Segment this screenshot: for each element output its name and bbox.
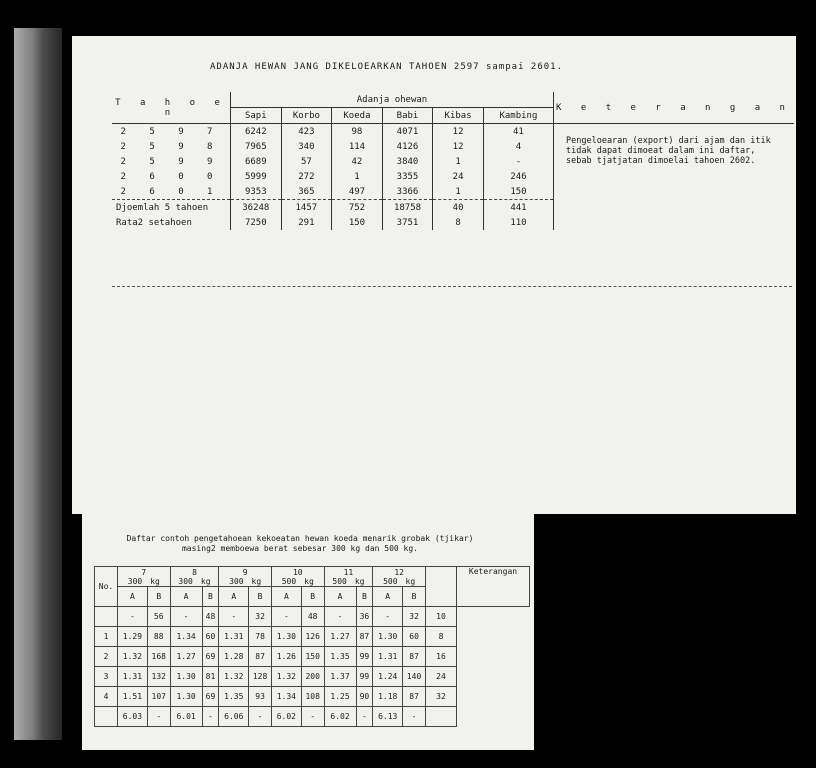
table-cell: 40 xyxy=(433,200,484,216)
table-cell: 36 xyxy=(356,607,373,627)
table-cell: 18758 xyxy=(382,200,433,216)
table-cell: - xyxy=(483,154,553,169)
table2-caption: Daftar contoh pengetahoean kekoeatan hewan koeda menarik grobak (tjikar) masing2 memboewa berat sebesar 300 kg dan 500 kg. xyxy=(126,534,474,553)
row-label: 2 6 0 0 xyxy=(112,169,231,184)
table-cell: 246 xyxy=(483,169,553,184)
table-cell: 98 xyxy=(332,124,383,140)
table-row xyxy=(95,687,530,707)
table-row xyxy=(112,124,794,140)
table-cell: 32 xyxy=(403,607,426,627)
group-header xyxy=(373,567,426,587)
row-label: 2 5 9 9 xyxy=(112,154,231,169)
table-row xyxy=(95,627,530,647)
table-cell: 7965 xyxy=(231,139,282,154)
table-cell: 87 xyxy=(403,687,426,707)
table-cell: 150 xyxy=(332,215,383,230)
table-cell: - xyxy=(249,707,272,727)
table-cell: 93 xyxy=(249,687,272,707)
group-weight: 300 kg xyxy=(229,576,262,586)
table-cell: 497 xyxy=(332,184,383,200)
table-cell: 1 xyxy=(433,154,484,169)
table-cell: 9353 xyxy=(231,184,282,200)
table-cell: 69 xyxy=(202,647,219,667)
table-cell: 4 xyxy=(483,139,553,154)
table-row xyxy=(95,647,530,667)
table-cell: 87 xyxy=(403,647,426,667)
table-cell: - xyxy=(324,607,356,627)
table-cell: 6242 xyxy=(231,124,282,140)
group-header xyxy=(324,567,373,587)
table-cell: 12 xyxy=(433,139,484,154)
table-cell: 1.32 xyxy=(118,647,148,667)
table-cell: 1 xyxy=(433,184,484,200)
extra-cell: 24 xyxy=(426,667,457,687)
sub-header: A xyxy=(373,587,403,607)
table-cell: 1.26 xyxy=(271,647,301,667)
table-cell: 48 xyxy=(202,607,219,627)
group-number: 9 xyxy=(242,567,248,577)
table-cell: 3840 xyxy=(382,154,433,169)
sub-header: A xyxy=(324,587,356,607)
group-weight: 300 kg xyxy=(127,576,160,586)
sub-header: B xyxy=(147,587,170,607)
table-cell: 1.51 xyxy=(118,687,148,707)
group-header xyxy=(271,567,324,587)
table-row xyxy=(95,707,530,727)
header-keterangan: K e t e r a n g a n xyxy=(554,92,795,124)
table-cell: 1.24 xyxy=(373,667,403,687)
horse-strength-table xyxy=(94,566,530,727)
group-header xyxy=(170,567,219,587)
table-cell: 6.02 xyxy=(271,707,301,727)
extra-cell xyxy=(426,707,457,727)
group-number: 10 xyxy=(292,567,303,577)
sub-header: B xyxy=(356,587,373,607)
table-cell: 150 xyxy=(301,647,324,667)
table-cell: 132 xyxy=(147,667,170,687)
group-weight: 500 kg xyxy=(281,576,314,586)
table-cell: - xyxy=(170,607,202,627)
group-weight: 500 kg xyxy=(332,576,365,586)
row-number: 4 xyxy=(95,687,118,707)
table-cell: 3751 xyxy=(382,215,433,230)
col-header: Babi xyxy=(382,108,433,124)
table-cell: 1 xyxy=(332,169,383,184)
table-cell: 272 xyxy=(281,169,332,184)
table-cell: 1457 xyxy=(281,200,332,216)
table-cell: 99 xyxy=(356,667,373,687)
table-cell: 1.30 xyxy=(373,627,403,647)
table-cell: 168 xyxy=(147,647,170,667)
table-cell: 60 xyxy=(403,627,426,647)
table-cell: 1.31 xyxy=(118,667,148,687)
sub-header: B xyxy=(202,587,219,607)
table-cell: 5999 xyxy=(231,169,282,184)
group-header xyxy=(219,567,272,587)
table-cell: 32 xyxy=(249,607,272,627)
header-tahoen: T a h o e n xyxy=(112,92,231,124)
sub-header: A xyxy=(118,587,148,607)
header-keterangan2: Keterangan xyxy=(457,567,530,607)
sub-header: B xyxy=(403,587,426,607)
table-cell: 423 xyxy=(281,124,332,140)
table-cell: - xyxy=(219,607,249,627)
table-cell: 150 xyxy=(483,184,553,200)
extra-cell: 32 xyxy=(426,687,457,707)
table-cell: 99 xyxy=(356,647,373,667)
sub-header: A xyxy=(271,587,301,607)
livestock-export-table xyxy=(112,92,794,230)
row-number: 3 xyxy=(95,667,118,687)
table-cell: 78 xyxy=(249,627,272,647)
scanner-edge-strip xyxy=(14,28,62,740)
table-cell: 4126 xyxy=(382,139,433,154)
row-label: 2 6 0 1 xyxy=(112,184,231,200)
table-cell: 24 xyxy=(433,169,484,184)
table-cell: 6.06 xyxy=(219,707,249,727)
table-row xyxy=(95,667,530,687)
table-cell: - xyxy=(202,707,219,727)
table-cell: 8 xyxy=(433,215,484,230)
extra-cell: 16 xyxy=(426,647,457,667)
table-cell: 6.03 xyxy=(118,707,148,727)
table-cell: 1.28 xyxy=(219,647,249,667)
extra-cell: 8 xyxy=(426,627,457,647)
table-cell: 88 xyxy=(147,627,170,647)
table-cell: 3366 xyxy=(382,184,433,200)
row-label: 2 5 9 7 xyxy=(112,124,231,140)
table-cell: 441 xyxy=(483,200,553,216)
table-cell: 4071 xyxy=(382,124,433,140)
col-header: Kibas xyxy=(433,108,484,124)
table-cell: 1.30 xyxy=(170,687,202,707)
table-cell: 752 xyxy=(332,200,383,216)
table-cell: - xyxy=(373,607,403,627)
table-cell: 56 xyxy=(147,607,170,627)
table-cell: 81 xyxy=(202,667,219,687)
row-label: Djoemlah 5 tahoen xyxy=(112,200,231,216)
group-number: 11 xyxy=(343,567,354,577)
table-cell: 108 xyxy=(301,687,324,707)
table-cell: 1.30 xyxy=(271,627,301,647)
row-label: 2 5 9 8 xyxy=(112,139,231,154)
table-cell: 12 xyxy=(433,124,484,140)
table-cell: - xyxy=(403,707,426,727)
col-header: Korbo xyxy=(281,108,332,124)
table-cell: 107 xyxy=(147,687,170,707)
table-cell: 60 xyxy=(202,627,219,647)
table-cell: 6.13 xyxy=(373,707,403,727)
table-cell: 57 xyxy=(281,154,332,169)
group-weight: 500 kg xyxy=(383,576,416,586)
col-header: Koeda xyxy=(332,108,383,124)
group-number: 7 xyxy=(141,567,147,577)
table-cell: - xyxy=(271,607,301,627)
table-cell: 126 xyxy=(301,627,324,647)
table-cell: 48 xyxy=(301,607,324,627)
table-cell: 87 xyxy=(356,627,373,647)
table-cell: 1.32 xyxy=(219,667,249,687)
sub-header: B xyxy=(249,587,272,607)
table-cell: 6.02 xyxy=(324,707,356,727)
group-number: 12 xyxy=(394,567,404,577)
table-cell: 1.27 xyxy=(324,627,356,647)
row-number xyxy=(95,707,118,727)
header-extra xyxy=(426,567,457,607)
table-cell: - xyxy=(301,707,324,727)
table-cell: 365 xyxy=(281,184,332,200)
table-cell: 114 xyxy=(332,139,383,154)
keterangan-note: Pengeloearan (export) dari ajam dan itik tidak dapat dimoeat dalam ini daftar, sebab tjatjatan dimoelai tahoen 2602. xyxy=(566,136,771,166)
table-cell: 140 xyxy=(403,667,426,687)
table-cell: 128 xyxy=(249,667,272,687)
table-cell: 69 xyxy=(202,687,219,707)
sub-header: A xyxy=(170,587,202,607)
table-cell: 1.31 xyxy=(373,647,403,667)
table-cell: - xyxy=(356,707,373,727)
table-cell: 6.01 xyxy=(170,707,202,727)
table-cell: 1.35 xyxy=(324,647,356,667)
table-cell: 200 xyxy=(301,667,324,687)
group-header xyxy=(118,567,171,587)
document-title: ADANJA HEWAN JANG DIKELOEARKAN TAHOEN 2597 sampai 2601. xyxy=(210,62,564,72)
table-cell: 6689 xyxy=(231,154,282,169)
table-cell: 1.18 xyxy=(373,687,403,707)
table-cell: 90 xyxy=(356,687,373,707)
table-cell: 1.37 xyxy=(324,667,356,687)
sub-header: B xyxy=(301,587,324,607)
table-cell: 7250 xyxy=(231,215,282,230)
table-cell: 1.35 xyxy=(219,687,249,707)
table-cell: 1.34 xyxy=(170,627,202,647)
table-cell: - xyxy=(147,707,170,727)
table-cell: 1.25 xyxy=(324,687,356,707)
group-number: 8 xyxy=(192,567,197,577)
table-cell: 110 xyxy=(483,215,553,230)
table-row xyxy=(95,607,530,627)
table-cell: 1.32 xyxy=(271,667,301,687)
table-cell: 87 xyxy=(249,647,272,667)
group-weight: 300 kg xyxy=(178,576,211,586)
table-cell: 1.34 xyxy=(271,687,301,707)
sub-header: A xyxy=(219,587,249,607)
table-cell: 3355 xyxy=(382,169,433,184)
col-header: Kambing xyxy=(483,108,553,124)
extra-cell: 10 xyxy=(426,607,457,627)
table-cell: 1.29 xyxy=(118,627,148,647)
table-bottom-rule xyxy=(112,286,792,287)
table-cell: 1.30 xyxy=(170,667,202,687)
table-cell: 1.27 xyxy=(170,647,202,667)
row-number: 1 xyxy=(95,627,118,647)
row-number xyxy=(95,607,118,627)
row-number: 2 xyxy=(95,647,118,667)
col-header: Sapi xyxy=(231,108,282,124)
header-group: Adanja ohewan xyxy=(231,92,554,108)
table-cell: 42 xyxy=(332,154,383,169)
table-cell: 340 xyxy=(281,139,332,154)
table-cell: 41 xyxy=(483,124,553,140)
row-label: Rata2 setahoen xyxy=(112,215,231,230)
table-cell: 36248 xyxy=(231,200,282,216)
header-no: No. xyxy=(95,567,118,607)
table-cell: - xyxy=(118,607,148,627)
table-cell: 291 xyxy=(281,215,332,230)
table-cell: 1.31 xyxy=(219,627,249,647)
